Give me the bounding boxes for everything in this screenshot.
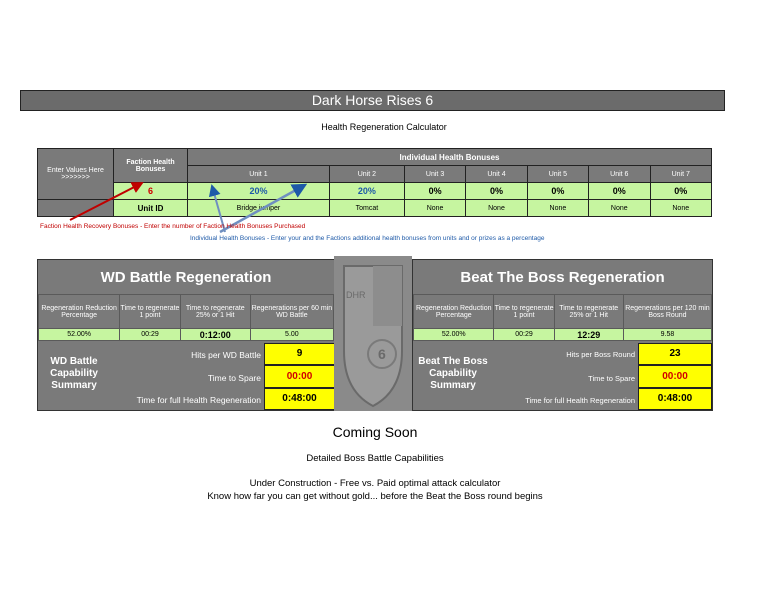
unit-bonus-input[interactable]: 20% [188,183,330,200]
wd-regen-table [38,294,334,341]
unit-id-input[interactable]: None [589,200,650,217]
boss-value: 52.00% [414,329,494,341]
boss-header: Regenerations per 120 min Boss Round [623,295,711,329]
wd-header: Regenerations per 60 min WD Battle [250,295,333,329]
boss-regen-table [413,294,712,341]
unit-header: Unit 5 [527,166,588,183]
wd-value: 0:12:00 [180,329,250,341]
page-subtitle: Health Regeneration Calculator [321,122,447,132]
individual-note: Individual Health Bonuses - Enter your and the Factions additional health bonuses from units and or prizes as a percentage [190,235,545,242]
boss-header: Time to regenerate 25% or 1 Hit [554,295,623,329]
emblem-number: 6 [378,346,386,362]
wd-header: Time to regenerate 25% or 1 Hit [180,295,250,329]
unit-id-input[interactable]: None [650,200,712,217]
dhr-emblem [334,256,412,411]
unit-header: Unit 3 [404,166,465,183]
boss-full-value: 0:48:00 [638,388,712,410]
boss-spare-value: 00:00 [638,365,712,388]
shield-icon [334,256,412,411]
boss-summary-label: Beat The Boss Capability Summary [418,356,488,391]
wd-header: Time to regenerate 1 point [120,295,181,329]
boss-row-label: Hits per Boss Round [566,350,635,359]
wd-value: 52.00% [39,329,120,341]
wd-hits-value: 9 [264,343,335,365]
unit-id-input[interactable]: Tomcat [329,200,404,217]
coming-line-2: Under Construction - Free vs. Paid optimal attack calculator [249,478,501,489]
faction-bonus-input[interactable]: 6 [114,183,188,200]
unit-id-label: Unit ID [114,200,188,217]
unit-bonus-input[interactable]: 0% [650,183,712,200]
wd-row-label: Time to Spare [207,373,261,383]
boss-hits-value: 23 [638,343,712,365]
unit-id-input[interactable]: None [404,200,465,217]
page-title: Dark Horse Rises 6 [20,90,725,111]
wd-value: 00:29 [120,329,181,341]
wd-spare-value: 00:00 [264,365,335,388]
wd-panel-title: WD Battle Regeneration [100,269,272,286]
boss-panel [412,259,713,411]
individual-header: Individual Health Bonuses [188,149,712,166]
boss-value: 12:29 [554,329,623,341]
unit-id-input[interactable]: None [466,200,527,217]
unit-header: Unit 6 [589,166,650,183]
boss-header: Time to regenerate 1 point [494,295,554,329]
unit-header: Unit 4 [466,166,527,183]
unit-id-input[interactable]: Bridge jumper [188,200,330,217]
wd-row-label: Time for full Health Regeneration [136,395,261,405]
wd-value: 5.00 [250,329,333,341]
unit-bonus-input[interactable]: 0% [527,183,588,200]
faction-arrow [70,183,142,220]
faction-header: Faction Health Bonuses [114,149,188,183]
unit-bonus-input[interactable]: 20% [329,183,404,200]
boss-panel-title: Beat The Boss Regeneration [460,269,665,286]
emblem-text: DHR [346,290,366,300]
unit-bonus-input[interactable]: 0% [466,183,527,200]
coming-soon-title: Coming Soon [332,424,418,440]
faction-note: Faction Health Recovery Bonuses - Enter the number of Faction Health Bonuses Purchased [40,223,306,230]
unit-header: Unit 1 [188,166,330,183]
wd-header: Regeneration Reduction Percentage [39,295,120,329]
boss-value: 9.58 [623,329,711,341]
unit-id-input[interactable]: None [527,200,588,217]
wd-row-label: Hits per WD Battle [191,350,261,360]
annotation-arrows [0,0,768,260]
wd-battle-panel [37,259,335,411]
unit-bonus-input[interactable]: 0% [404,183,465,200]
boss-header: Regeneration Reduction Percentage [414,295,494,329]
unit-header: Unit 7 [650,166,712,183]
coming-line-3: Know how far you can get without gold... before the Beat the Boss round begins [207,491,543,502]
enter-values-label: Enter Values Here [47,167,104,174]
unit-header: Unit 2 [329,166,404,183]
boss-row-label: Time to Spare [588,374,635,383]
enter-values-arrows: >>>>>>> [61,174,90,181]
wd-summary-label: WD Battle Capability Summary [50,356,98,391]
coming-line-1: Detailed Boss Battle Capabilities [306,453,444,464]
wd-full-value: 0:48:00 [264,388,335,410]
boss-row-label: Time for full Health Regeneration [525,396,635,405]
boss-value: 00:29 [494,329,554,341]
unit-bonus-input[interactable]: 0% [589,183,650,200]
